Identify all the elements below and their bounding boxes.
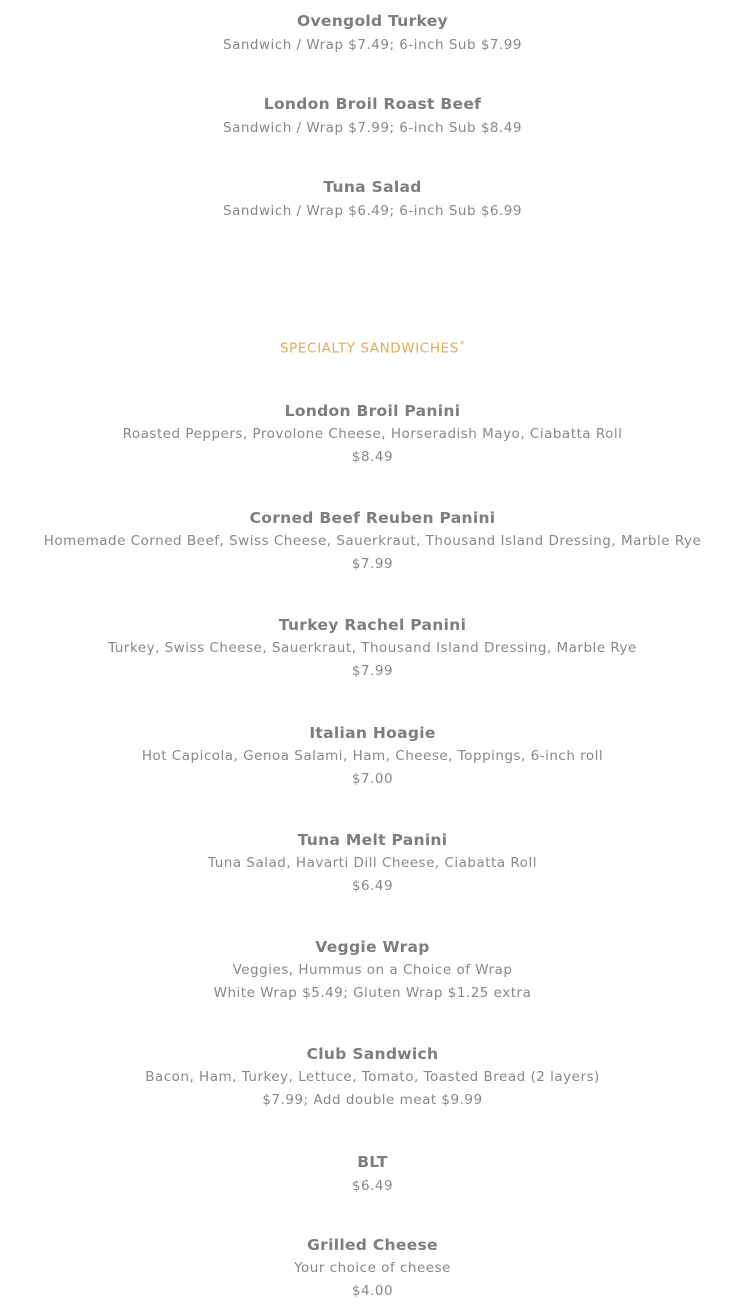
item-name: Turkey Rachel Panini	[278, 616, 467, 634]
item-description: Homemade Corned Beef, Swiss Cheese, Sauerkraut, Thousand Island Dressing, Marble Rye	[43, 533, 702, 549]
item-price: $6.49	[351, 1178, 394, 1194]
item-description: Bacon, Ham, Turkey, Lettuce, Tomato, Toasted Bread (2 layers)	[145, 1069, 600, 1085]
item-name: BLT	[357, 1153, 388, 1171]
item-price: $7.99	[351, 663, 394, 679]
menu-item-club-sandwich	[0, 1043, 745, 1114]
menu-item-tuna-melt-panini	[0, 829, 745, 900]
item-description: Tuna Salad, Havarti Dill Cheese, Ciabatta Roll	[208, 855, 537, 871]
item-name: Italian Hoagie	[309, 724, 436, 742]
item-price: $7.00	[351, 771, 394, 787]
item-price: $4.00	[351, 1283, 394, 1299]
item-price: Sandwich / Wrap $7.99; 6-inch Sub $8.49	[223, 120, 522, 136]
section-title-specialty-sandwiches	[0, 334, 745, 360]
menu-item-veggie-wrap	[0, 936, 745, 1007]
item-price: Sandwich / Wrap $7.49; 6-inch Sub $7.99	[223, 37, 522, 53]
item-name: Ovengold Turkey	[297, 12, 448, 30]
item-name: London Broil Roast Beef	[263, 95, 482, 113]
section-title-text: SPECIALTY SANDWICHES	[280, 340, 459, 357]
menu-item-london-broil-panini	[0, 400, 745, 471]
menu-item-london-broil-roast-beef	[0, 93, 745, 142]
item-price: $8.49	[351, 449, 394, 465]
item-description: Turkey, Swiss Cheese, Sauerkraut, Thousand Island Dressing, Marble Rye	[108, 640, 637, 656]
item-price: Sandwich / Wrap $6.49; 6-inch Sub $6.99	[223, 203, 522, 219]
menu-item-tuna-salad	[0, 176, 745, 225]
menu-item-blt	[0, 1151, 745, 1200]
item-price: White Wrap $5.49; Gluten Wrap $1.25 extra	[213, 985, 532, 1001]
item-price: $7.99	[351, 556, 394, 572]
item-name: Grilled Cheese	[307, 1236, 438, 1254]
item-name: Veggie Wrap	[315, 938, 430, 956]
item-description: Your choice of cheese	[294, 1260, 451, 1276]
menu-item-ovengold-turkey	[0, 10, 745, 59]
item-name: Club Sandwich	[306, 1045, 439, 1063]
item-name: Tuna Salad	[323, 178, 422, 196]
menu-item-grilled-cheese	[0, 1234, 745, 1305]
item-name: London Broil Panini	[284, 402, 461, 420]
item-price: $6.49	[351, 878, 394, 894]
menu-item-italian-hoagie	[0, 722, 745, 793]
item-description: Roasted Peppers, Provolone Cheese, Horseradish Mayo, Ciabatta Roll	[122, 426, 623, 442]
item-price: $7.99; Add double meat $9.99	[262, 1092, 483, 1108]
menu-item-corned-beef-reuben-panini	[0, 507, 745, 578]
item-name: Corned Beef Reuben Panini	[249, 509, 496, 527]
item-description: Hot Capicola, Genoa Salami, Ham, Cheese, Toppings, 6-inch roll	[141, 748, 604, 764]
menu-item-turkey-rachel-panini	[0, 614, 745, 685]
item-description: Veggies, Hummus on a Choice of Wrap	[232, 962, 513, 978]
item-name: Tuna Melt Panini	[297, 831, 448, 849]
section-title-asterisk: *	[459, 340, 465, 350]
